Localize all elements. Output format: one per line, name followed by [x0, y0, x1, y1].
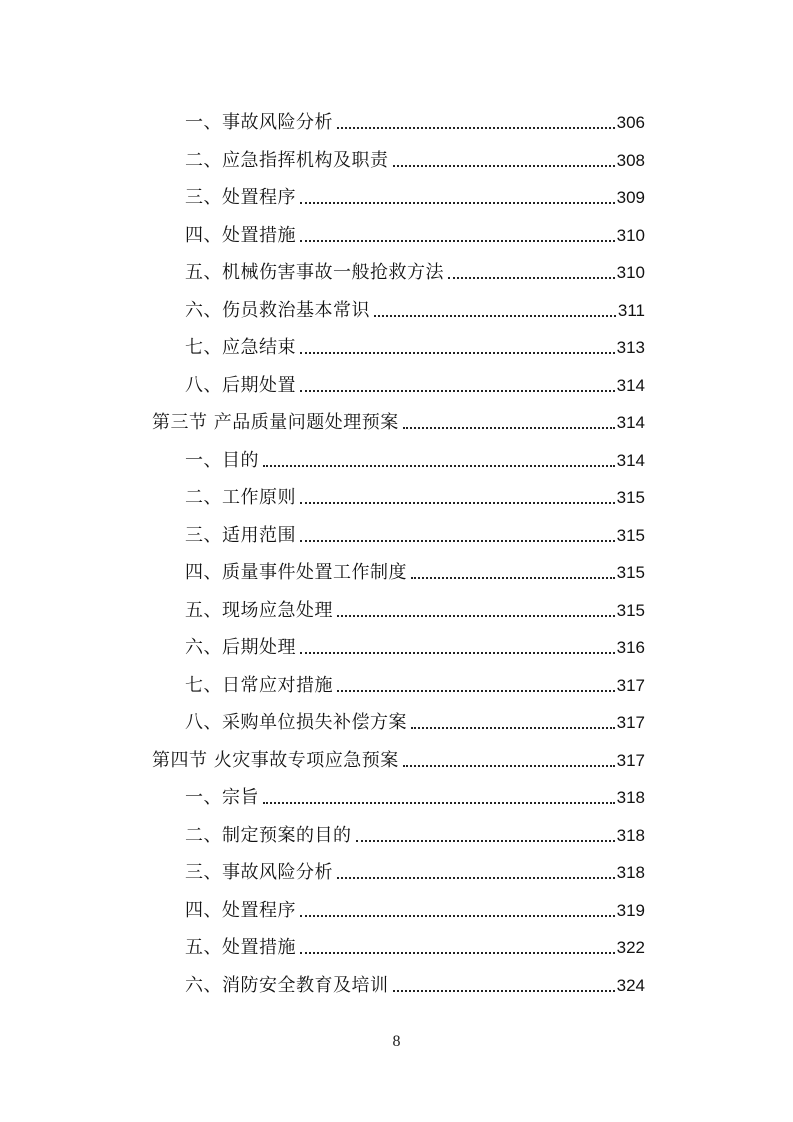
- toc-dot-leader: [300, 652, 615, 654]
- toc-entry[interactable]: [185, 254, 645, 284]
- toc-entry-page: 315: [616, 525, 645, 545]
- toc-entry-page: 310: [616, 263, 645, 282]
- page-number: 8: [392, 1033, 401, 1050]
- toc-entry[interactable]: [185, 142, 645, 172]
- toc-entry-page: 315: [616, 563, 645, 582]
- toc-entry[interactable]: [185, 367, 645, 397]
- toc-entry-page: 322: [616, 938, 645, 957]
- toc-entry[interactable]: [185, 442, 645, 472]
- toc-entry[interactable]: [185, 629, 645, 659]
- toc-entry-title: 七、应急结束: [185, 337, 296, 358]
- toc-entry-title: 八、后期处置: [185, 374, 296, 396]
- toc-entry[interactable]: [185, 967, 645, 997]
- toc-entry-page: 319: [616, 900, 645, 920]
- toc-entry-title: 第三节 产品质量问题处理预案: [152, 412, 399, 433]
- toc-dot-leader: [300, 540, 615, 542]
- toc-entry-page: 311: [617, 300, 645, 320]
- toc-entry-page: 316: [616, 638, 645, 657]
- toc-entry-title: 三、事故风险分析: [185, 862, 333, 883]
- toc-entry-title: 四、处置措施: [185, 224, 296, 246]
- toc-entry[interactable]: [185, 817, 645, 847]
- toc-dot-leader: [300, 390, 615, 392]
- toc-entry-page: 315: [616, 600, 645, 620]
- toc-entry-page: 317: [616, 675, 645, 695]
- toc-entry-title: 一、宗旨: [185, 787, 259, 808]
- toc-entry-page: 306: [616, 113, 645, 132]
- toc-entry-title: 六、后期处理: [185, 637, 296, 658]
- toc-dot-leader: [300, 952, 615, 954]
- toc-dot-leader: [393, 990, 615, 992]
- toc-entry-title: 七、日常应对措施: [185, 674, 333, 696]
- toc-entry-title: 六、伤员救治基本常识: [185, 299, 370, 321]
- toc-entry-page: 317: [616, 713, 645, 732]
- toc-entry-page: 318: [616, 825, 645, 845]
- toc-dot-leader: [403, 765, 615, 767]
- toc-dot-leader: [374, 315, 616, 317]
- toc-entry-page: 314: [616, 450, 645, 470]
- toc-entry[interactable]: [185, 179, 645, 209]
- toc-entry[interactable]: [185, 854, 645, 884]
- toc-entry-page: 309: [616, 188, 645, 207]
- toc-entry-title: 三、处置程序: [185, 187, 296, 208]
- toc-dot-leader: [411, 577, 615, 579]
- toc-entry-title: 一、事故风险分析: [185, 112, 333, 133]
- toc-entry-page: 313: [616, 338, 645, 357]
- toc-entry-title: 第四节 火灾事故专项应急预案: [152, 749, 399, 771]
- toc-entry-title: 二、工作原则: [185, 487, 296, 508]
- toc-entry[interactable]: [185, 929, 645, 959]
- toc-entry-page: 318: [616, 863, 645, 882]
- toc-entry-title: 四、质量事件处置工作制度: [185, 562, 407, 583]
- toc-dot-leader: [337, 877, 615, 879]
- toc-entry-title: 五、处置措施: [185, 937, 296, 958]
- toc-dot-leader: [393, 165, 615, 167]
- toc-dot-leader: [403, 427, 615, 429]
- toc-entry-title: 六、消防安全教育及培训: [185, 974, 389, 996]
- toc-entry-title: 一、目的: [185, 449, 259, 471]
- toc-entry[interactable]: [185, 592, 645, 622]
- toc-entry[interactable]: [185, 217, 645, 247]
- toc-dot-leader: [300, 502, 615, 504]
- toc-entry-page: 324: [616, 975, 645, 995]
- toc-entry[interactable]: [185, 704, 645, 734]
- toc-dot-leader: [337, 615, 615, 617]
- toc-entry[interactable]: [185, 554, 645, 584]
- toc-dot-leader: [263, 465, 615, 467]
- toc-entry-page: 314: [616, 413, 645, 432]
- toc-entry[interactable]: [185, 329, 645, 359]
- toc-entry-page: 318: [616, 788, 645, 807]
- toc-entry[interactable]: [152, 404, 645, 434]
- toc-entry-title: 二、制定预案的目的: [185, 824, 352, 846]
- toc-entry[interactable]: [185, 479, 645, 509]
- toc-entry[interactable]: [185, 779, 645, 809]
- toc-entry-page: 317: [616, 750, 645, 770]
- toc-entry-page: 314: [616, 375, 645, 395]
- toc-dot-leader: [300, 240, 615, 242]
- toc-dot-leader: [448, 277, 615, 279]
- toc-entry[interactable]: [185, 892, 645, 922]
- toc-entry[interactable]: [185, 517, 645, 547]
- toc-entry-title: 二、应急指挥机构及职责: [185, 149, 389, 171]
- toc-entry-page: 315: [616, 488, 645, 507]
- toc-dot-leader: [300, 915, 615, 917]
- toc-entry[interactable]: [185, 104, 645, 134]
- toc-dot-leader: [337, 127, 615, 129]
- toc-dot-leader: [337, 690, 615, 692]
- toc-dot-leader: [300, 202, 615, 204]
- toc-entry-title: 五、现场应急处理: [185, 599, 333, 621]
- toc-entry-title: 五、机械伤害事故一般抢救方法: [185, 262, 444, 283]
- toc-entry-title: 四、处置程序: [185, 899, 296, 921]
- toc-entry[interactable]: [152, 742, 645, 772]
- toc-entry-page: 308: [616, 150, 645, 170]
- toc-entry-title: 三、适用范围: [185, 524, 296, 546]
- toc-dot-leader: [356, 840, 615, 842]
- toc-dot-leader: [263, 802, 615, 804]
- toc-entry-title: 八、采购单位损失补偿方案: [185, 712, 407, 733]
- toc-entry[interactable]: [185, 292, 645, 322]
- toc-dot-leader: [300, 352, 615, 354]
- toc-dot-leader: [411, 727, 615, 729]
- toc-entry-page: 310: [616, 225, 645, 245]
- toc-entry[interactable]: [185, 667, 645, 697]
